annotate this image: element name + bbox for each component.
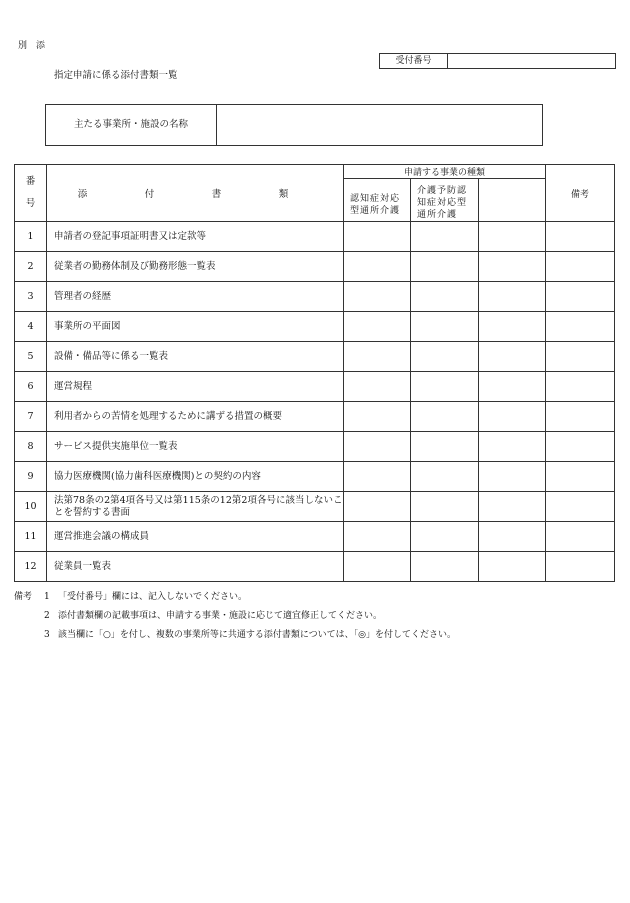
header-service-blank — [479, 179, 546, 222]
row-number: 8 — [15, 432, 47, 462]
facility-name-label: 主たる事業所・施設の名称 — [46, 105, 217, 145]
table-row — [15, 312, 615, 342]
service-dementia-cell[interactable] — [344, 282, 411, 312]
table-row — [15, 282, 615, 312]
table-row — [15, 402, 615, 432]
service-dementia-cell[interactable] — [344, 402, 411, 432]
service-prevention-cell[interactable] — [411, 252, 479, 282]
remarks-cell[interactable] — [546, 552, 615, 582]
row-document: 設備・備品等に係る一覧表 — [47, 342, 344, 372]
note-text: 「受付番号」欄には、記入しないでください。 — [58, 592, 248, 602]
service-blank-cell[interactable] — [479, 372, 546, 402]
service-dementia-cell[interactable] — [344, 432, 411, 462]
remarks-cell[interactable] — [546, 432, 615, 462]
service-dementia-cell[interactable] — [344, 222, 411, 252]
service-prevention-cell[interactable] — [411, 222, 479, 252]
service-dementia-cell[interactable] — [344, 252, 411, 282]
row-document: 運営規程 — [47, 372, 344, 402]
service-prevention-cell[interactable] — [411, 342, 479, 372]
service-blank-cell[interactable] — [479, 402, 546, 432]
note-item — [14, 588, 456, 607]
row-number: 10 — [15, 492, 47, 522]
service-blank-cell[interactable] — [479, 222, 546, 252]
table-row — [15, 552, 615, 582]
table-row — [15, 522, 615, 552]
service-blank-cell[interactable] — [479, 462, 546, 492]
service-blank-cell[interactable] — [479, 492, 546, 522]
note-number: 3 — [44, 630, 50, 640]
remarks-cell[interactable] — [546, 492, 615, 522]
remarks-cell[interactable] — [546, 372, 615, 402]
attachment-label: 別 添 — [18, 41, 46, 51]
service-prevention-cell[interactable] — [411, 282, 479, 312]
service-blank-cell[interactable] — [479, 432, 546, 462]
row-document: 運営推進会議の構成員 — [47, 522, 344, 552]
row-number: 12 — [15, 552, 47, 582]
row-number: 3 — [15, 282, 47, 312]
service-prevention-cell[interactable] — [411, 552, 479, 582]
table-row — [15, 492, 615, 522]
remarks-cell[interactable] — [546, 222, 615, 252]
service-prevention-cell[interactable] — [411, 492, 479, 522]
note-number: 2 — [44, 611, 50, 621]
note-text: 該当欄に「○」を付し、複数の事業所等に共通する添付書類については、「◎」を付してください。 — [58, 630, 457, 640]
row-document: 協力医療機関(協力歯科医療機関)との契約の内容 — [47, 462, 344, 492]
row-document: 申請者の登記事項証明書又は定款等 — [47, 222, 344, 252]
remarks-cell[interactable] — [546, 282, 615, 312]
remarks-cell[interactable] — [546, 462, 615, 492]
header-service-prevention: 介護予防認 知症対応型 通所介護 — [411, 179, 479, 222]
remarks-cell[interactable] — [546, 402, 615, 432]
note-item — [14, 607, 456, 626]
header-number — [15, 165, 47, 222]
row-number: 6 — [15, 372, 47, 402]
service-prevention-cell[interactable] — [411, 372, 479, 402]
attachment-table — [14, 164, 615, 582]
row-document: 従業員一覧表 — [47, 552, 344, 582]
header-service-dementia: 認知症対応 型通所介護 — [344, 179, 411, 222]
service-dementia-cell[interactable] — [344, 522, 411, 552]
document-title: 指定申請に係る添付書類一覧 — [54, 70, 178, 81]
table-row — [15, 372, 615, 402]
service-prevention-cell[interactable] — [411, 432, 479, 462]
service-dementia-cell[interactable] — [344, 342, 411, 372]
header-remarks: 備考 — [546, 165, 615, 222]
row-document: 管理者の経歴 — [47, 282, 344, 312]
service-prevention-cell[interactable] — [411, 522, 479, 552]
header-number-top: 番 — [25, 176, 36, 187]
row-number: 4 — [15, 312, 47, 342]
header-document: 添 付 書 類 — [47, 165, 344, 222]
row-document: 事業所の平面図 — [47, 312, 344, 342]
service-dementia-cell[interactable] — [344, 552, 411, 582]
receipt-number-field[interactable] — [448, 54, 615, 68]
service-prevention-cell[interactable] — [411, 312, 479, 342]
service-dementia-cell[interactable] — [344, 492, 411, 522]
service-prevention-cell[interactable] — [411, 462, 479, 492]
note-number: 1 — [44, 592, 50, 602]
service-blank-cell[interactable] — [479, 282, 546, 312]
row-number: 7 — [15, 402, 47, 432]
service-blank-cell[interactable] — [479, 252, 546, 282]
service-dementia-cell[interactable] — [344, 312, 411, 342]
table-row — [15, 252, 615, 282]
row-number: 11 — [15, 522, 47, 552]
row-document: 法第78条の2第4項各号又は第115条の12第2項各号に該当しないことを誓約する書面 — [47, 492, 344, 522]
service-dementia-cell[interactable] — [344, 462, 411, 492]
remarks-cell[interactable] — [546, 312, 615, 342]
service-dementia-cell[interactable] — [344, 372, 411, 402]
row-number: 9 — [15, 462, 47, 492]
row-document: サービス提供実施単位一覧表 — [47, 432, 344, 462]
facility-name-box — [45, 104, 543, 146]
table-row — [15, 342, 615, 372]
service-prevention-cell[interactable] — [411, 402, 479, 432]
receipt-number-box — [379, 53, 616, 69]
row-number: 1 — [15, 222, 47, 252]
table-row — [15, 222, 615, 252]
remarks-cell[interactable] — [546, 342, 615, 372]
service-blank-cell[interactable] — [479, 342, 546, 372]
row-number: 5 — [15, 342, 47, 372]
remarks-cell[interactable] — [546, 522, 615, 552]
note-item — [14, 626, 456, 645]
service-blank-cell[interactable] — [479, 552, 546, 582]
header-number-bottom: 号 — [25, 198, 36, 209]
notes-section — [14, 588, 456, 645]
notes-label: 備考 — [14, 592, 33, 602]
row-number: 2 — [15, 252, 47, 282]
service-blank-cell[interactable] — [479, 312, 546, 342]
service-blank-cell[interactable] — [479, 522, 546, 552]
remarks-cell[interactable] — [546, 252, 615, 282]
row-document: 従業者の勤務体制及び勤務形態一覧表 — [47, 252, 344, 282]
facility-name-field[interactable] — [217, 105, 542, 145]
table-row — [15, 462, 615, 492]
table-row — [15, 432, 615, 462]
note-text: 添付書類欄の記載事項は、申請する事業・施設に応じて適宜修正してください。 — [58, 611, 383, 621]
header-service-group: 申請する事業の種類 — [344, 165, 546, 179]
row-document: 利用者からの苦情を処理するために講ずる措置の概要 — [47, 402, 344, 432]
receipt-number-label: 受付番号 — [380, 54, 448, 68]
